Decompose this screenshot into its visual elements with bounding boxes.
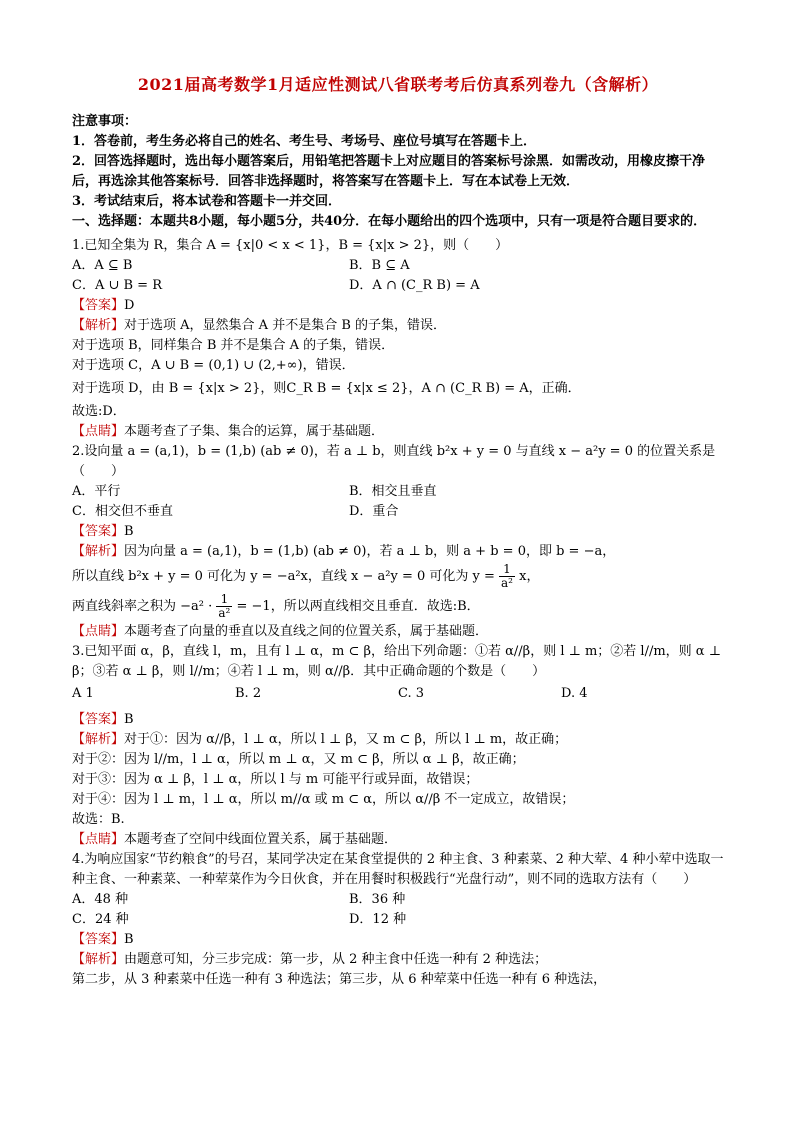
fraction-denominator: a² xyxy=(501,576,513,590)
analysis-text: 对于④：因为 l ⊥ m，l ⊥ α，所以 m//α 或 m ⊂ α，所以 α//β 不一定成立，故错误； xyxy=(72,792,575,807)
comment-text: 本题考查了子集、集合的运算，属于基础题． xyxy=(124,424,385,439)
analysis-tag: 【解析】 xyxy=(72,732,125,747)
analysis-text: = −1，所以两直线相交且垂直．故选:B． xyxy=(236,599,480,614)
answer-tag: 【答案】 xyxy=(72,932,125,947)
option-d: D．重合 xyxy=(349,504,399,519)
analysis-text: 所以直线 b²x + y = 0 可化为 y = −a²x，直线 x − a²y = 0 可化为 y = xyxy=(72,569,495,584)
analysis-text: 对于①：因为 α//β，l ⊥ α，所以 l ⊥ β，又 m ⊂ β，所以 l ⊥ m，故正确； xyxy=(124,732,568,747)
option-a: A．平行 xyxy=(72,484,121,499)
answer-line xyxy=(72,522,724,542)
question-4-options-row xyxy=(72,890,724,910)
comment-text: 本题考查了空间中线面位置关系，属于基础题． xyxy=(124,832,398,847)
analysis-tag: 【解析】 xyxy=(72,544,125,559)
analysis-text: 第二步，从 3 种素菜中任选一种有 3 种选法；第三步，从 6 种荤菜中任选一种有 6 种选法， xyxy=(72,972,607,987)
question-3-stem: 3.已知平面 α，β，直线 l，m，且有 l ⊥ α，m ⊂ β，给出下列命题：①若 α//β，则 l ⊥ m；②若 l//m，则 α ⊥ β；③若 α ⊥ β，则 l//m；④若 l ⊥ m，则 α//β．其中正确命题的个数是（ ） xyxy=(72,644,721,679)
analysis-line xyxy=(72,950,724,970)
answer-value: B xyxy=(124,712,134,727)
option-a: A．48 种 xyxy=(72,892,129,907)
option-d: D．12 种 xyxy=(349,912,407,927)
analysis-text: 对于选项 C，A ∪ B = (0,1) ∪ (2,+∞)，错误． xyxy=(72,358,355,373)
answer-value: B xyxy=(124,932,134,947)
comment-line xyxy=(72,422,724,442)
comment-line xyxy=(72,830,724,850)
analysis-line xyxy=(72,316,724,336)
fraction-numerator: 1 xyxy=(216,593,232,607)
notice-item: 3．考试结束后，将本试卷和答题卡一并交回． xyxy=(72,194,342,209)
fraction xyxy=(216,593,232,620)
option-c: C．A ∪ B = R xyxy=(72,278,162,293)
analysis-line xyxy=(72,730,724,750)
exam-page xyxy=(72,72,724,990)
question-3-options-row xyxy=(72,684,724,704)
option-b: B. 2 xyxy=(235,686,262,701)
fraction xyxy=(499,563,515,590)
option-a: A 1 xyxy=(72,686,94,701)
analysis-text: 对于②：因为 l//m，l ⊥ α，所以 m ⊥ α，又 m ⊂ β，所以 α ⊥ β，故正确； xyxy=(72,752,525,767)
question-1-options-row xyxy=(72,276,724,296)
answer-line xyxy=(72,710,724,730)
question-1-options-row xyxy=(72,256,724,276)
option-b: B．36 种 xyxy=(349,892,406,907)
question-4-stem: 4.为响应国家“节约粮食”的号召，某同学决定在某食堂提供的 2 种主食、3 种素菜、2 种大荤、4 种小荤中选取一种主食、一种素菜、一种荤菜作为今日伙食，并在用餐时积极践行“光盘行动”，则不同的选取方法有（ ） xyxy=(72,852,724,887)
analysis-text: 由题意可知，分三步完成：第一步，从 2 种主食中任选一种有 2 种选法； xyxy=(124,952,548,967)
notice-heading: 注意事项： xyxy=(72,114,138,129)
answer-tag: 【答案】 xyxy=(72,298,125,313)
analysis-text: 因为向量 a = (a,1)，b = (1,b) (ab ≠ 0)，若 a ⊥ b，则 a + b = 0，即 b = −a， xyxy=(124,544,616,559)
question-2-options-row xyxy=(72,482,724,502)
analysis-text: 两直线斜率之积为 −a² · xyxy=(72,599,213,614)
question-2-options-row xyxy=(72,502,724,522)
answer-line xyxy=(72,296,724,316)
analysis-text: 对于选项 B，同样集合 B 并不是集合 A 的子集，错误． xyxy=(72,338,395,353)
analysis-line xyxy=(72,542,724,562)
answer-tag: 【答案】 xyxy=(72,712,125,727)
page-title: 2021届高考数学1月适应性测试八省联考考后仿真系列卷九（含解析） xyxy=(137,75,659,94)
analysis-tag: 【解析】 xyxy=(72,318,125,333)
section-heading: 一、选择题：本题共8小题，每小题5分，共40分．在每小题给出的四个选项中，只有一项是符合题目要求的． xyxy=(72,214,707,229)
answer-value: B xyxy=(124,524,134,539)
comment-line xyxy=(72,622,724,642)
analysis-text: 对于③：因为 α ⊥ β，l ⊥ α，所以 l 与 m 可能平行或异面，故错误； xyxy=(72,772,479,787)
fraction-numerator: 1 xyxy=(499,563,515,577)
option-b: B．B ⊆ A xyxy=(349,258,410,273)
analysis-text: 故选:D． xyxy=(72,404,126,419)
option-d: D. 4 xyxy=(561,686,588,701)
analysis-text: 故选：B. xyxy=(72,812,125,827)
analysis-text: x， xyxy=(519,569,540,584)
analysis-text-with-fraction xyxy=(72,592,724,622)
answer-value: D xyxy=(124,298,135,313)
question-2-stem: 2.设向量 a = (a,1)，b = (1,b) (ab ≠ 0)，若 a ⊥ b，则直线 b²x + y = 0 与直线 x − a²y = 0 的位置关系是（ ） xyxy=(72,444,716,479)
option-a: A．A ⊆ B xyxy=(72,258,133,273)
comment-tag: 【点睛】 xyxy=(72,424,125,439)
analysis-tag: 【解析】 xyxy=(72,952,125,967)
option-b: B．相交且垂直 xyxy=(349,484,437,499)
option-c: C. 3 xyxy=(398,686,425,701)
option-c: C．相交但不垂直 xyxy=(72,504,173,519)
question-1-stem: 1.已知全集为 R，集合 A = {x|0 < x < 1}，B = {x|x > 2}，则（ ） xyxy=(72,238,509,253)
comment-text: 本题考查了向量的垂直以及直线之间的位置关系，属于基础题． xyxy=(124,624,489,639)
analysis-text: 对于选项 A，显然集合 A 并不是集合 B 的子集，错误． xyxy=(124,318,447,333)
comment-tag: 【点睛】 xyxy=(72,832,125,847)
analysis-text: 对于选项 D，由 B = {x|x > 2}，则C_R B = {x|x ≤ 2}，A ∩ (C_R B) = A，正确． xyxy=(72,381,581,396)
notice-item: 1．答卷前，考生务必将自己的姓名、考生号、考场号、座位号填写在答题卡上． xyxy=(72,134,537,149)
answer-tag: 【答案】 xyxy=(72,524,125,539)
analysis-text-with-fraction xyxy=(72,562,724,592)
comment-tag: 【点睛】 xyxy=(72,624,125,639)
question-4-options-row xyxy=(72,910,724,930)
answer-line xyxy=(72,930,724,950)
fraction-denominator: a² xyxy=(218,606,231,620)
option-c: C．24 种 xyxy=(72,912,129,927)
notice-item: 2．回答选择题时，选出每小题答案后，用铅笔把答题卡上对应题目的答案标号涂黑．如需改动，用橡皮擦干净后，再选涂其他答案标号．回答非选择题时，将答案写在答题卡上．写在本试卷上无效． xyxy=(72,154,706,189)
option-d: D．A ∩ (C_R B) = A xyxy=(349,278,480,293)
